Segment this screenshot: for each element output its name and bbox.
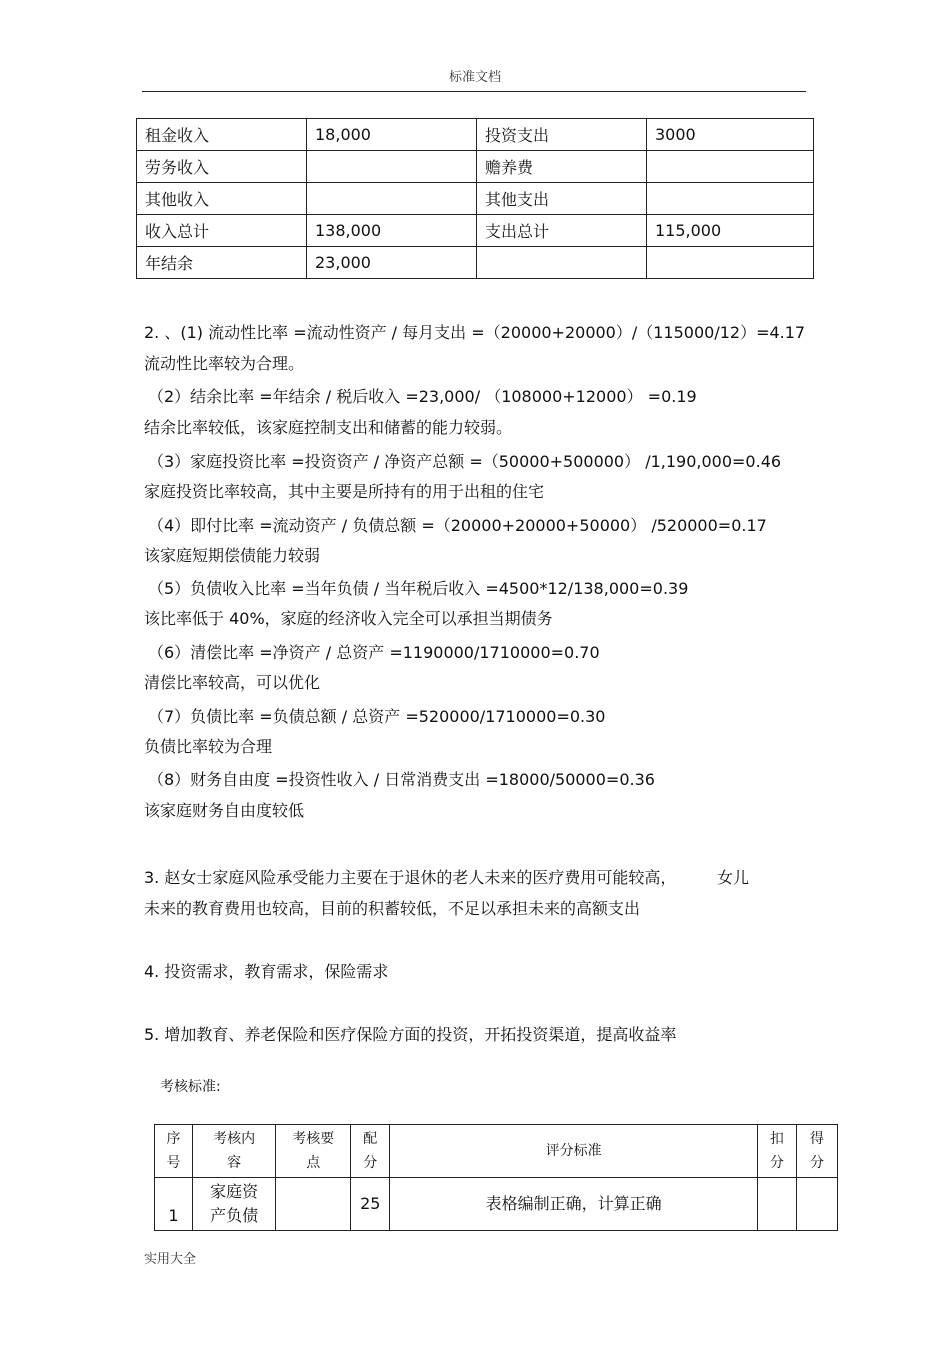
table-cell: 投资支出 xyxy=(477,119,647,151)
assessment-standard-table xyxy=(154,1124,838,1231)
header-rule xyxy=(142,91,806,92)
ratio-comment-line: 家庭投资比率较高，其中主要是所持有的用于出租的住宅 xyxy=(144,482,545,501)
row1-criteria: 表格编制正确，计算正确 xyxy=(390,1178,758,1231)
table-cell xyxy=(647,151,814,183)
table-cell xyxy=(307,151,477,183)
table-cell: 138,000 xyxy=(307,215,477,247)
table-cell xyxy=(647,247,814,279)
row1-score: 25 xyxy=(351,1178,390,1231)
table-row xyxy=(137,183,814,215)
standard-header-row xyxy=(155,1125,838,1178)
table-cell xyxy=(647,183,814,215)
table-cell: 赡养费 xyxy=(477,151,647,183)
table-cell: 18,000 xyxy=(307,119,477,151)
table-cell: 支出总计 xyxy=(477,215,647,247)
table-cell xyxy=(477,247,647,279)
table-row xyxy=(137,151,814,183)
row1-seq: 1 xyxy=(155,1178,193,1231)
header-seq: 序 号 xyxy=(155,1125,193,1178)
table-cell: 23,000 xyxy=(307,247,477,279)
income-expense-table xyxy=(136,118,814,279)
ratio-formula-line: （6）清偿比率 =净资产 / 总资产 =1190000/1710000=0.70 xyxy=(148,643,600,662)
page-footer: 实用大全 xyxy=(144,1252,197,1267)
table-cell: 115,000 xyxy=(647,215,814,247)
ratio-formula-line: （8）财务自由度 =投资性收入 / 日常消费支出 =18000/50000=0.36 xyxy=(148,770,655,789)
table-cell: 其他支出 xyxy=(477,183,647,215)
header-points: 考核要 点 xyxy=(276,1125,351,1178)
table-cell: 租金收入 xyxy=(137,119,307,151)
row1-content: 家庭资 产负债 xyxy=(193,1178,276,1231)
header-criteria: 评分标准 xyxy=(390,1125,758,1178)
table-row xyxy=(137,119,814,151)
table-row xyxy=(137,215,814,247)
header-score: 配 分 xyxy=(351,1125,390,1178)
section5-text: 5. 增加教育、养老保险和医疗保险方面的投资，开拓投资渠道，提高收益率 xyxy=(144,1025,677,1044)
row1-deduct xyxy=(757,1178,796,1231)
header-deduct: 扣 分 xyxy=(757,1125,796,1178)
table-cell: 收入总计 xyxy=(137,215,307,247)
table-cell xyxy=(307,183,477,215)
ratio-comment-line: 该家庭短期偿债能力较弱 xyxy=(144,546,321,565)
ratio-comment-line: 该家庭财务自由度较低 xyxy=(144,801,305,820)
standard-row-1 xyxy=(155,1178,838,1231)
section3-line2: 未来的教育费用也较高，目前的积蓄较低，不足以承担未来的高额支出 xyxy=(144,899,641,918)
table-cell: 其他收入 xyxy=(137,183,307,215)
ratio-formula-line: （3）家庭投资比率 =投资资产 / 净资产总额 =（50000+500000） /1,190,000=0.46 xyxy=(148,452,782,471)
table-cell: 年结余 xyxy=(137,247,307,279)
section3-line1: 3. 赵女士家庭风险承受能力主要在于退休的老人未来的医疗费用可能较高， 女儿 xyxy=(144,868,750,887)
table-cell: 劳务收入 xyxy=(137,151,307,183)
ratio-comment-line: 负债比率较为合理 xyxy=(144,737,273,756)
ratio-comment-line: 结余比率较低，该家庭控制支出和储蓄的能力较弱。 xyxy=(144,418,513,437)
ratio-formula-line: （4）即付比率 =流动资产 / 负债总额 =（20000+20000+50000） /520000=0.17 xyxy=(148,516,767,535)
header-content: 考核内 容 xyxy=(193,1125,276,1178)
ratio-formula-line: （2）结余比率 =年结余 / 税后收入 =23,000/ （108000+12000） =0.19 xyxy=(148,387,697,406)
row1-get xyxy=(796,1178,837,1231)
ratio-formula-line: 2. 、(1) 流动性比率 =流动性资产 / 每月支出 =（20000+20000）/（115000/12）=4.17 xyxy=(144,323,806,342)
row1-points xyxy=(276,1178,351,1231)
page-header: 标准文档 xyxy=(448,70,501,85)
table-row xyxy=(137,247,814,279)
section4-text: 4. 投资需求，教育需求，保险需求 xyxy=(144,962,389,981)
table-cell: 3000 xyxy=(647,119,814,151)
header-get: 得 分 xyxy=(796,1125,837,1178)
ratio-comment-line: 流动性比率较为合理。 xyxy=(144,354,305,373)
standard-label: 考核标准: xyxy=(160,1079,221,1095)
ratio-formula-line: （7）负债比率 =负债总额 / 总资产 =520000/1710000=0.30 xyxy=(148,707,606,726)
ratio-formula-line: （5）负债收入比率 =当年负债 / 当年税后收入 =4500*12/138,000=0.39 xyxy=(148,579,689,598)
ratio-comment-line: 清偿比率较高，可以优化 xyxy=(144,673,321,692)
ratio-comment-line: 该比率低于 40%，家庭的经济收入完全可以承担当期债务 xyxy=(144,609,553,628)
